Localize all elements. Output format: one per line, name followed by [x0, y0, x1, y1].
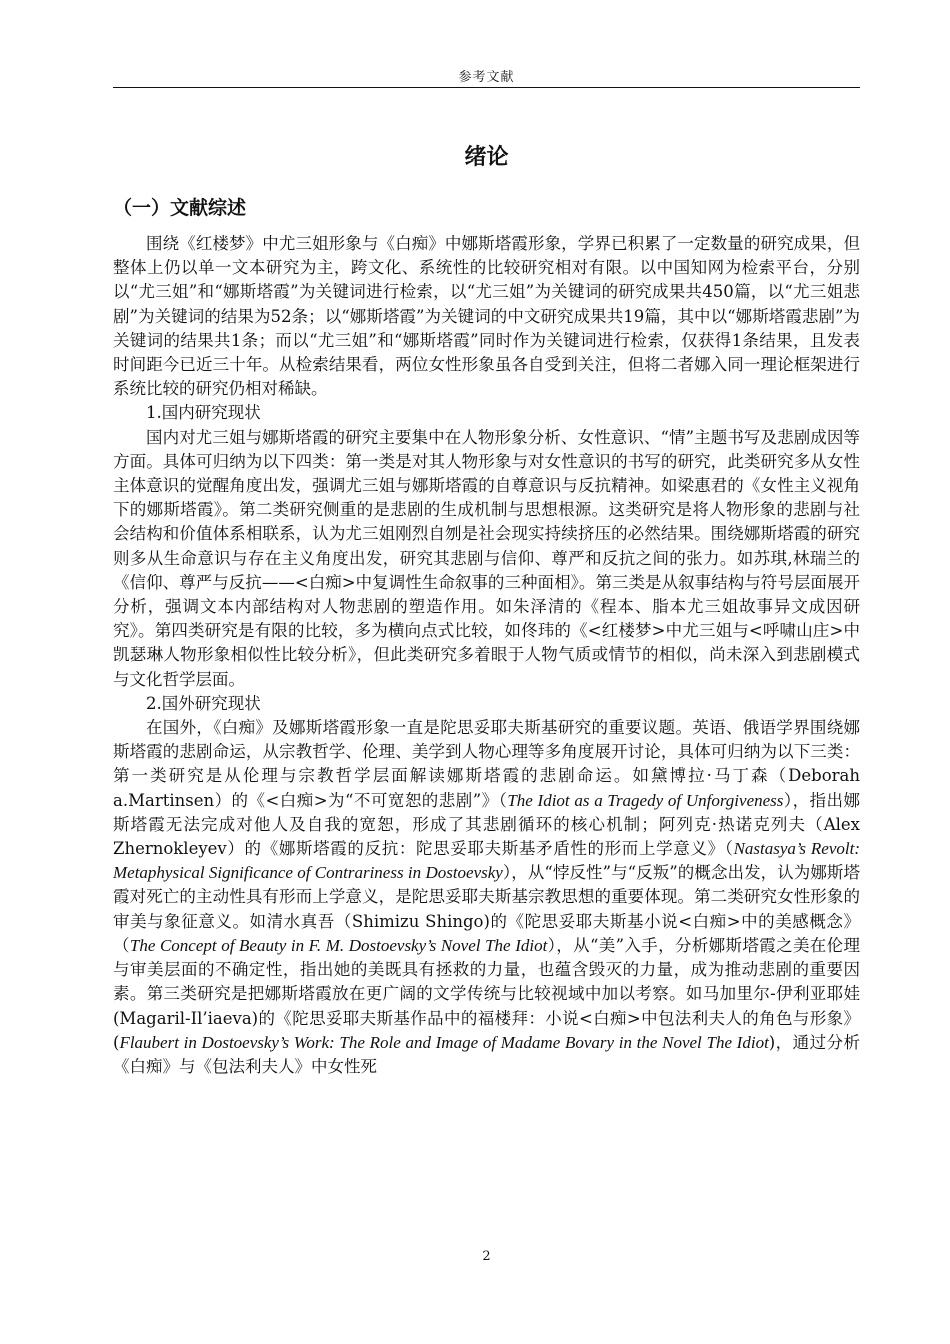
- english-title-4: Flaubert in Dostoevsky’s Work: The Role and Image of Madame Bovary in the Novel The Idiot: [119, 1032, 769, 1052]
- english-title-2: Nastasya’s Revolt: Metaphysical Significance of Contrariness in Dostoevsky: [113, 839, 860, 883]
- paragraph-2: 国内对尤三姐与娜斯塔霞的研究主要集中在人物形象分析、女性意识、“情”主题书写及悲剧成因等方面。具体可归纳为以下四类：第一类是对其人物形象与对女性意识的书写的研究，此类研究多从女性主体意识的觉醒角度出发，强调尤三姐与娜斯塔霞的自尊意识与反抗精神。如梁惠君的《女性主义视角下的娜斯塔霞》。第二类研究侧重的是悲剧的生成机制与思想根源。这类研究是将人物形象的悲剧与社会结构和价值体系相联系，认为尤三姐刚烈自刎是社会现实持续挤压的必然结果。围绕娜斯塔霞的研究则多从生命意识与存在主义角度出发，研究其悲剧与信仰、尊严和反抗之间的张力。如苏琪,林瑞兰的《信仰、尊严与反抗——<白痴>中复调性生命叙事的三种面相》。第三类是从叙事结构与符号层面展开分析，强调文本内部结构对人物悲剧的塑造作用。如朱泽清的《程本、脂本尤三姐故事异文成因研究》。第四类研究是有限的比较，多为横向点式比较，如佟玮的《<红楼梦>中尤三姐与<呼啸山庄>中凯瑟琳人物形象相似性比较分析》，但此类研究多着眼于人物气质或情节的相似，尚未深入到悲剧模式与文化哲学层面。: [113, 427, 860, 689]
- english-title-1: The Idiot as a Tragedy of Unforgiveness: [507, 790, 784, 810]
- subheading-foreign: 2.国外研究现状: [146, 693, 261, 713]
- page-number: 2: [482, 1249, 491, 1264]
- paragraph-3-text-5: )，通过分析《白痴》与《包法利夫人》中女性死: [113, 1032, 860, 1076]
- section-heading: （一）文献综述: [113, 197, 247, 219]
- paragraph-3-text-4: ），从“美”入手，分析娜斯塔霞之美在伦理与审美层面的不确定性，指出她的美既具有拯救的力量，也蕴含毁灭的力量，成为推动悲剧的重要因素。第三类研究是把娜斯塔霞放在更广阔的文学传统与比较视域中加以考察。如马加里尔-伊利亚耶娃(Magaril-Il’iaeva)的《陀思妥耶夫斯基作品中的福楼拜：小说<白痴>中包法利夫人的角色与形象》(: [113, 935, 860, 1052]
- paragraph-3-text-3: ），从“悖反性”与“反叛”的概念出发，认为娜斯塔霞对死亡的主动性具有形而上学意义，是陀思妥耶夫斯基宗教思想的重要体现。第二类研究女性形象的审美与象征意义。如清水真吾（Shimizu Shingo)的《陀思妥耶夫斯基小说<白痴>中的美感概念》（: [113, 863, 860, 955]
- paragraph-1: 围绕《红楼梦》中尤三姐形象与《白痴》中娜斯塔霞形象，学界已积累了一定数量的研究成果，但整体上仍以单一文本研究为主，跨文化、系统性的比较研究相对有限。以中国知网为检索平台，分别以“尤三姐”和“娜斯塔霞”为关键词进行检索，以“尤三姐”为关键词的研究成果共450篇，以“尤三姐悲剧”为关键词的结果为52条；以“娜斯塔霞”为关键词的中文研究成果共19篇，其中以“娜斯塔霞悲剧”为关键词的结果共1条；而以“尤三姐”和“娜斯塔霞”同时作为关键词进行检索，仅获得1条结果，且发表时间距今已近三十年。从检索结果看，两位女性形象虽各自受到关注，但将二者娜入同一理论框架进行系统比较的研究仍相对稀缺。: [113, 234, 860, 399]
- paragraph-3-text-2: ），指出娜斯塔霞无法完成对他人及自我的宽恕，形成了其悲剧循环的核心机制；阿列克·热诺克列夫（Alex Zhernokleyev）的《娜斯塔霞的反抗：陀思妥耶夫斯基矛盾性的形而上学意义》（: [113, 790, 860, 859]
- subheading-domestic: 1.国内研究现状: [146, 403, 261, 423]
- body-text: [113, 232, 860, 1079]
- paragraph-3-text-1: 在国外，《白痴》及娜斯塔霞形象一直是陀思妥耶夫斯基研究的重要议题。英语、俄语学界围绕娜斯塔霞的悲剧命运，从宗教哲学、伦理、美学到人物心理等多角度展开讨论，具体可归纳为以下三类：第一类研究是从伦理与宗教哲学层面解读娜斯塔霞的悲剧命运。如黛博拉·马丁森（Deborah a.Martinsen）的《<白痴>为“不可宽恕的悲剧”》（: [113, 718, 860, 810]
- header-rule: [113, 87, 860, 88]
- paragraph-3: [113, 716, 860, 1079]
- chapter-title: 绪论: [464, 145, 509, 170]
- running-header: 参考文献: [458, 70, 515, 85]
- english-title-3: The Concept of Beauty in F. M. Dostoevsky’s Novel The Idiot: [129, 935, 548, 955]
